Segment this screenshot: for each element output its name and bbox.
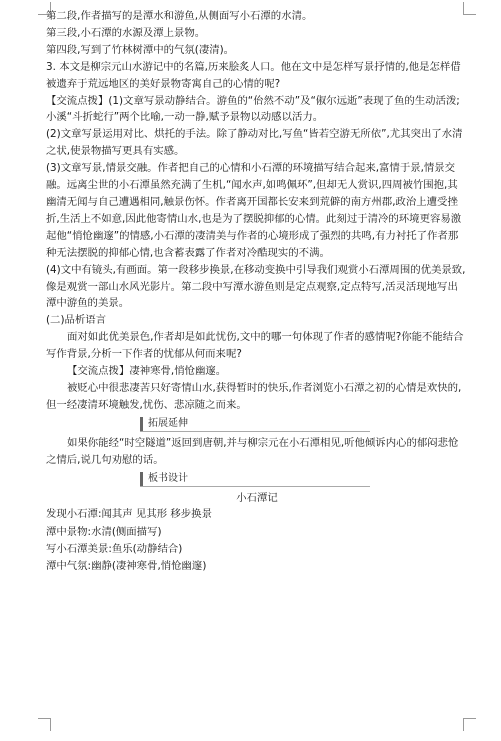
answer-paragraph-2: (2)文章写景运用对比、烘托的手法。除了静动对比,写鱼“皆若空游无所依”,尤其突出了水清之状,使景物描写更具有实感。: [46, 128, 463, 158]
board-title: 小石潭记: [236, 491, 278, 504]
board-label-box: [140, 472, 370, 487]
crop-mark-bottom-left: [38, 718, 51, 731]
answer-paragraph-3: (3)文章写景,情景交融。作者把自己的心情和小石潭的环境描写结合起来,富情于景,情景交融。远离尘世的小石潭虽然充满了生机,“闻水声,如鸣佩环”,但却无人赏识,四周被竹围抱,其幽清无闻与自己遭遇相同,触景伤怀。作者离开国都长安来到荒僻的南方州郡,政治上遭受挫折,生活上不如意,因此他寄情山水,也是为了摆脱抑郁的心情。此刻过于清冷的环境更容易激起他“悄怆幽邃”的情感,小石潭的凄清美与作者的心境形成了强烈的共鸣,有力衬托了作者那种无法摆脱的抑郁心情,也含蓄表露了作者对冷酷现实的不满。: [46, 162, 462, 259]
board-line: 潭中景物:水清(侧面描写): [46, 525, 162, 538]
crop-mark-bottom-right: [463, 718, 476, 731]
board-line: 潭中气氛:幽静(凄神寒骨,悄怆幽邃): [46, 560, 207, 573]
board-line: 写小石潭美景:鱼乐(动静结合): [46, 542, 183, 555]
extension-label: 拓展延伸: [148, 417, 188, 429]
question-3: 3. 本文是柳宗元山水游记中的名篇,历来脍炙人口。他在文中是怎样写景抒情的,他是怎样借被遗弃于荒远地区的美好景物寄寓自己的心情的呢?: [46, 60, 461, 90]
paragraph-line: 第三段,小石潭的水源及潭上景物。: [46, 26, 206, 39]
section-heading: (二)品析语言: [46, 314, 107, 327]
label-bar-decoration: [140, 472, 143, 486]
paragraph-line: 第四段,写到了竹林树潭中的气氛(凄清)。: [46, 43, 235, 56]
board-label: 板书设计: [148, 472, 188, 484]
language-paragraph: 被贬心中很悲凄苦只好寄情山水,获得暂时的快乐,作者浏览小石潭之初的心情是欢快的,但一经凄清环境触发,忧伤、悲凉随之而来。: [46, 381, 462, 411]
answer-paragraph-1: 【交流点拨】(1)文章写景动静结合。游鱼的“佁然不动”及“俶尔远逝”表现了鱼的生动活泼;小溪“斗折蛇行”两个比喻,一动一静,赋予景物以动感以活力。: [46, 94, 460, 124]
language-question: 面对如此优美景色,作者却是如此忧伤,文中的哪一句体现了作者的感情呢?你能不能结合写作背景,分析一下作者的忧郁从何而来呢?: [46, 331, 464, 361]
board-line: 发现小石潭:闻其声 见其形 移步换景: [46, 508, 212, 521]
language-answer: 【交流点拨】凄神寒骨,悄怆幽邃。: [67, 365, 227, 378]
answer-paragraph-4: (4)文中有镜头,有画面。第一段移步换景,在移动变换中引导我们观赏小石潭周围的优美景致,像是观赏一部山水风光影片。第二段中写潭水游鱼则是定点观察,定点特写,活灵活现地写出潭中游鱼的美景。: [46, 263, 466, 310]
label-bar-decoration: [140, 417, 143, 431]
paragraph-line: 第二段,作者描写的是潭水和游鱼,从侧面写小石潭的水清。: [46, 10, 313, 22]
document-body: [46, 8, 468, 575]
extension-label-box: [140, 417, 370, 432]
answer-label: 【交流点拨】: [46, 94, 109, 107]
extension-paragraph: 如果你能经“时空隧道”返回到唐朝,并与柳宗元在小石潭相见,听他倾诉内心的郁闷悲怆之情后,说几句劝慰的话。: [46, 436, 459, 466]
